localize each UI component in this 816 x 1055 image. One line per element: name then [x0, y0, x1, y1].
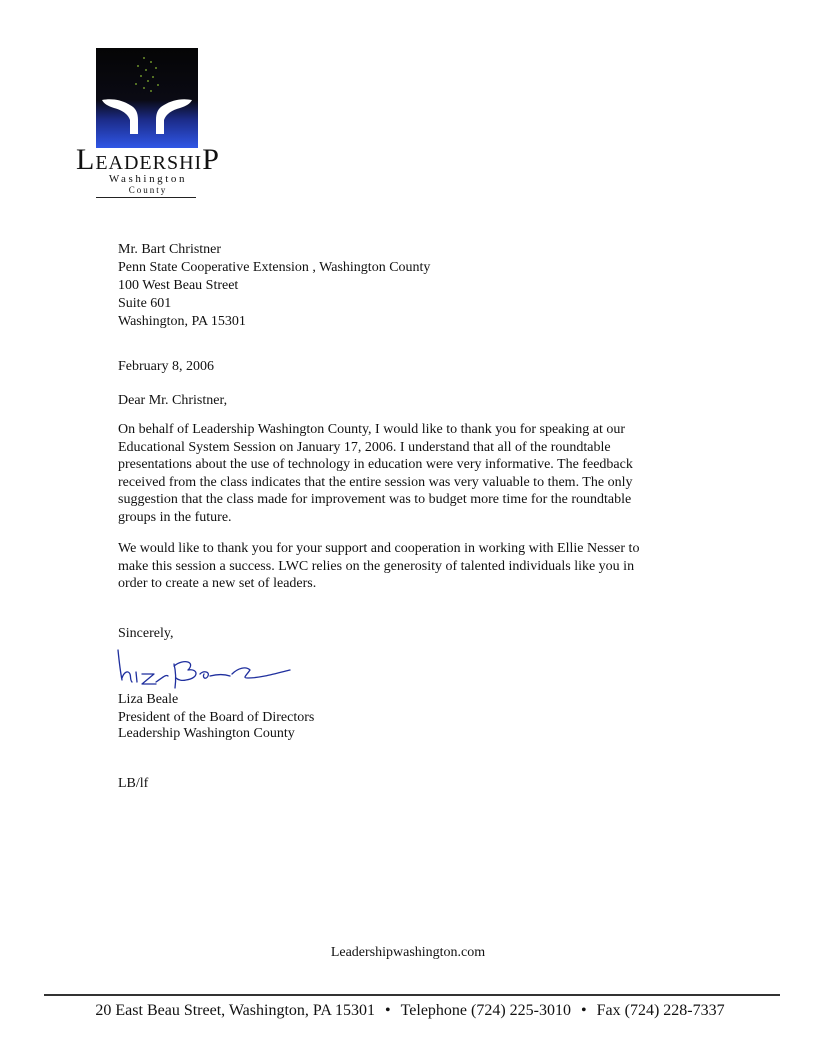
paragraph-line: suggestion that the class made for improvement was to budget more time for the roundtable — [118, 492, 632, 508]
recipient-city: Washington, PA 15301 — [118, 314, 246, 329]
recipient-name: Mr. Bart Christner — [118, 242, 222, 257]
paragraph-line: presentations about the use of technology in education were very informative. The feedback — [118, 457, 633, 473]
closing: Sincerely, — [118, 626, 174, 641]
paragraph-line: We would like to thank you for your support and cooperation in working with Ellie Nesser to — [118, 541, 640, 556]
footer-contact-line — [0, 1002, 816, 1020]
recipient-org: Penn State Cooperative Extension , Washington County — [118, 260, 431, 275]
organization-logo — [76, 48, 226, 200]
logo-hands-stars-graphic — [96, 48, 198, 148]
logo-subtitle-washington: Washington — [108, 173, 188, 185]
body-paragraph-1 — [118, 421, 678, 527]
logo-wordmark-mid: EADERSHI — [95, 152, 203, 174]
signer-name: Liza Beale — [118, 692, 179, 707]
logo-emblem — [96, 48, 198, 148]
signer-title: President of the Board of Directors — [118, 710, 315, 725]
recipient-suite: Suite 601 — [118, 296, 172, 311]
logo-subtitle-county: County — [128, 185, 168, 195]
footer-website: Leadershipwashington.com — [330, 945, 486, 960]
logo-underline — [96, 197, 196, 198]
footer-separator: • — [385, 1002, 391, 1019]
paragraph-line: Educational System Session on January 17, 2006. I understand that all of the roundtable — [118, 439, 611, 455]
recipient-address — [118, 241, 430, 331]
paragraph-line: On behalf of Leadership Washington County, I would like to thank you for speaking at our — [118, 422, 626, 437]
footer-phone: Telephone (724) 225-3010 — [400, 1002, 571, 1019]
logo-wordmark-last: P — [202, 143, 220, 176]
handwritten-signature — [110, 644, 310, 694]
footer-separator: • — [581, 1002, 587, 1019]
recipient-street: 100 West Beau Street — [118, 278, 239, 293]
paragraph-line: make this session a success. LWC relies on the generosity of talented individuals like you in — [118, 558, 635, 574]
salutation: Dear Mr. Christner, — [118, 393, 228, 408]
logo-wordmark — [76, 143, 226, 176]
letter-date: February 8, 2006 — [118, 359, 215, 374]
footer-address: 20 East Beau Street, Washington, PA 15301 — [95, 1002, 375, 1019]
paragraph-line: order to create a new set of leaders. — [118, 576, 317, 592]
signer-org: Leadership Washington County — [118, 726, 295, 741]
body-paragraph-2 — [118, 540, 678, 593]
paragraph-line: groups in the future. — [118, 509, 232, 525]
paragraph-line: received from the class indicates that the entire session was very valuable to them. The only — [118, 474, 633, 490]
footer-divider — [44, 994, 780, 996]
typist-initials: LB/lf — [118, 776, 149, 791]
footer-fax: Fax (724) 228-7337 — [596, 1002, 725, 1019]
logo-wordmark-first: L — [76, 143, 96, 176]
